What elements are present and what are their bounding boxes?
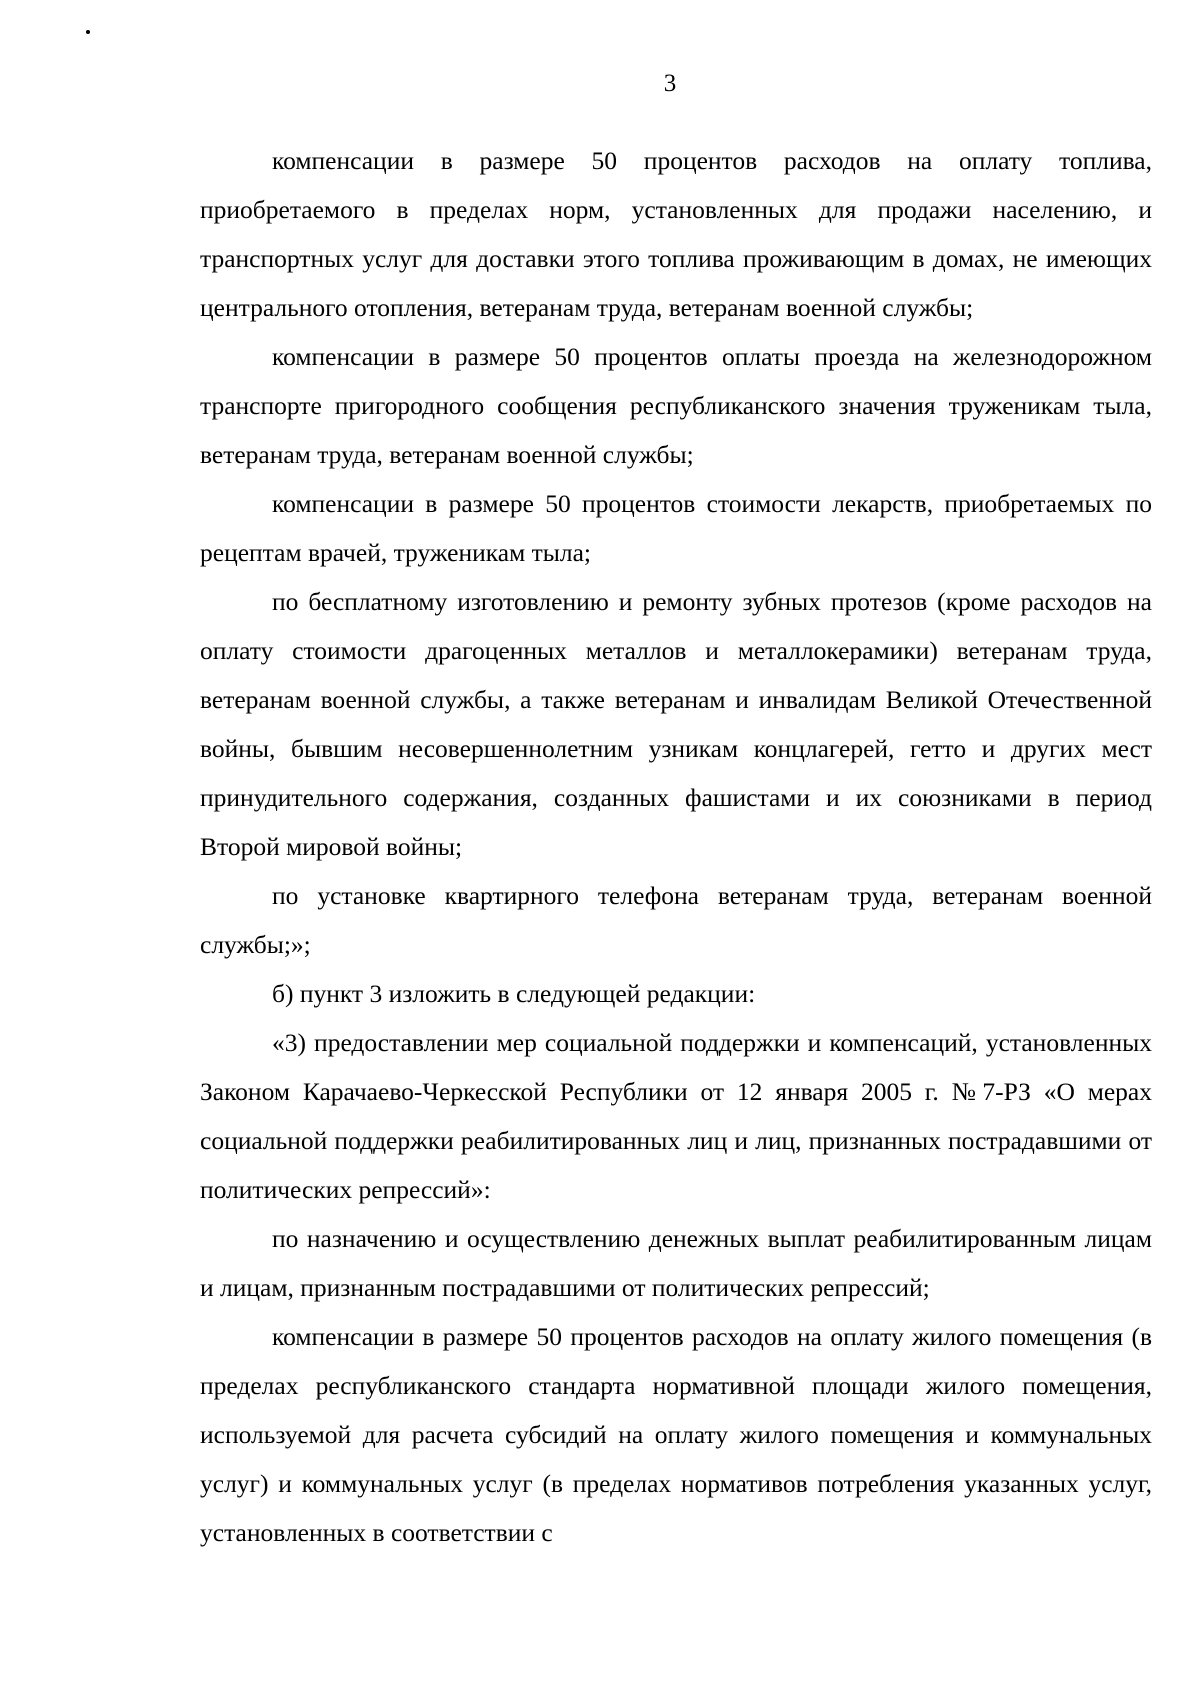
scan-speck bbox=[86, 30, 90, 34]
document-body bbox=[200, 136, 1152, 1557]
paragraph-cash-payments: по назначению и осуществлению денежных выплат реабилитированным лицам и лицам, признанным пострадавшими от политических репрессий; bbox=[200, 1224, 1152, 1302]
paragraph-rehabilitated-support: «3) предоставлении мер социальной поддержки и компенсаций, установленных Законом Карачаево-Черкесской Республики от 12 января 2005 г. №7-РЗ «О мерах социальной поддержки реабилитированных лиц и лиц, признанных пострадавшими от политических репрессий»: bbox=[200, 1028, 1152, 1204]
paragraph-fuel-compensation: компенсации в размере 50 процентов расходов на оплату топлива, приобретаемого в пределах норм, установленных для продажи населению, и транспортных услуг для доставки этого топлива проживающим в домах, не имеющих центрального отопления, ветеранам труда, ветеранам военной службы; bbox=[200, 146, 1152, 322]
paragraph-rail-travel-compensation: компенсации в размере 50 процентов оплаты проезда на железнодорожном транспорте пригородного сообщения республиканского значения труженикам тыла, ветеранам труда, ветеранам военной службы; bbox=[200, 342, 1152, 469]
paragraph-point-3-amendment: б) пункт 3 изложить в следующей редакции: bbox=[272, 979, 756, 1008]
paragraph-housing-compensation: компенсации в размере 50 процентов расходов на оплату жилого помещения (в пределах республиканского стандарта нормативной площади жилого помещения, используемой для расчета субсидий на оплату жилого помещения и коммунальных услуг) и коммунальных услуг (в пределах нормативов потребления указанных услуг, установленных в соответствии с bbox=[200, 1322, 1152, 1547]
paragraph-telephone-installation: по установке квартирного телефона ветеранам труда, ветеранам военной службы;»; bbox=[200, 881, 1152, 959]
page-number: 3 bbox=[663, 70, 677, 97]
paragraph-dental-prosthesis: по бесплатному изготовлению и ремонту зубных протезов (кроме расходов на оплату стоимости драгоценных металлов и металлокерамики) ветеранам труда, ветеранам военной службы, а также ветеранам и инвалидам Великой Отечественной войны, бывшим несовершеннолетним узникам концлагерей, гетто и других мест принудительного содержания, созданных фашистами и их союзниками в период Второй мировой войны; bbox=[200, 587, 1152, 861]
paragraph-medicine-compensation: компенсации в размере 50 процентов стоимости лекарств, приобретаемых по рецептам врачей, труженикам тыла; bbox=[200, 489, 1152, 567]
